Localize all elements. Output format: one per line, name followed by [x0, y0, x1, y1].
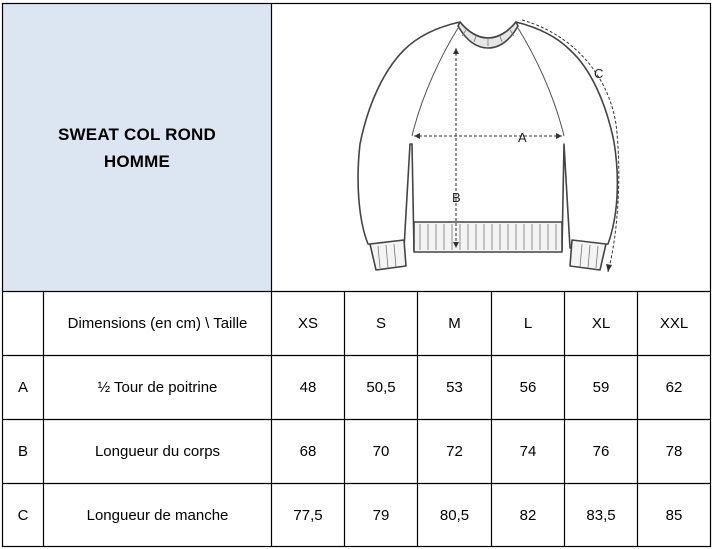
table-cell: 53 — [446, 379, 463, 396]
table-cell: 72 — [446, 443, 463, 460]
size-header-l: L — [523, 315, 533, 332]
row-label-chest: ½ Tour de poitrine — [97, 379, 218, 396]
row-code-a: A — [17, 379, 28, 396]
product-title-line-1: SWEAT COL ROND — [58, 124, 216, 144]
row-label-body-length: Longueur du corps — [94, 443, 221, 460]
table-cell: 70 — [372, 443, 390, 460]
table-cell: 83,5 — [586, 506, 616, 524]
measure-label-c: C — [594, 66, 604, 81]
table-cell: 82 — [519, 506, 537, 524]
size-header-s: S — [375, 315, 386, 332]
table-cell: 76 — [592, 443, 610, 460]
measure-label-b: B — [452, 190, 461, 205]
table-cell: 78 — [665, 443, 683, 460]
row-code-c: C — [17, 506, 29, 524]
size-header-xs: XS — [297, 315, 318, 332]
sweatshirt-diagram — [272, 4, 710, 291]
table-cell: 62 — [665, 379, 683, 396]
size-header-xl: XL — [591, 315, 611, 332]
table-cell: 48 — [299, 379, 317, 396]
size-header-m: M — [448, 315, 461, 332]
table-cell: 74 — [519, 443, 537, 460]
row-code-b: B — [17, 443, 28, 460]
table-cell: 77,5 — [293, 506, 323, 524]
table-cell: 68 — [299, 443, 317, 460]
product-title-cell — [3, 4, 271, 291]
table-cell: 56 — [519, 379, 537, 396]
table-cell: 85 — [665, 506, 683, 524]
size-header-xxl: XXL — [659, 315, 689, 332]
product-title-line-2: HOMME — [103, 151, 171, 171]
table-cell: 80,5 — [439, 506, 470, 524]
dimensions-header: Dimensions (en cm) \ Taille — [67, 315, 248, 332]
table-cell: 59 — [592, 379, 610, 396]
measure-label-a: A — [518, 130, 527, 145]
sweatshirt-body-icon — [358, 22, 617, 250]
table-cell: 79 — [372, 506, 390, 524]
row-label-sleeve-length: Longueur de manche — [86, 506, 229, 524]
table-cell: 50,5 — [366, 379, 396, 396]
